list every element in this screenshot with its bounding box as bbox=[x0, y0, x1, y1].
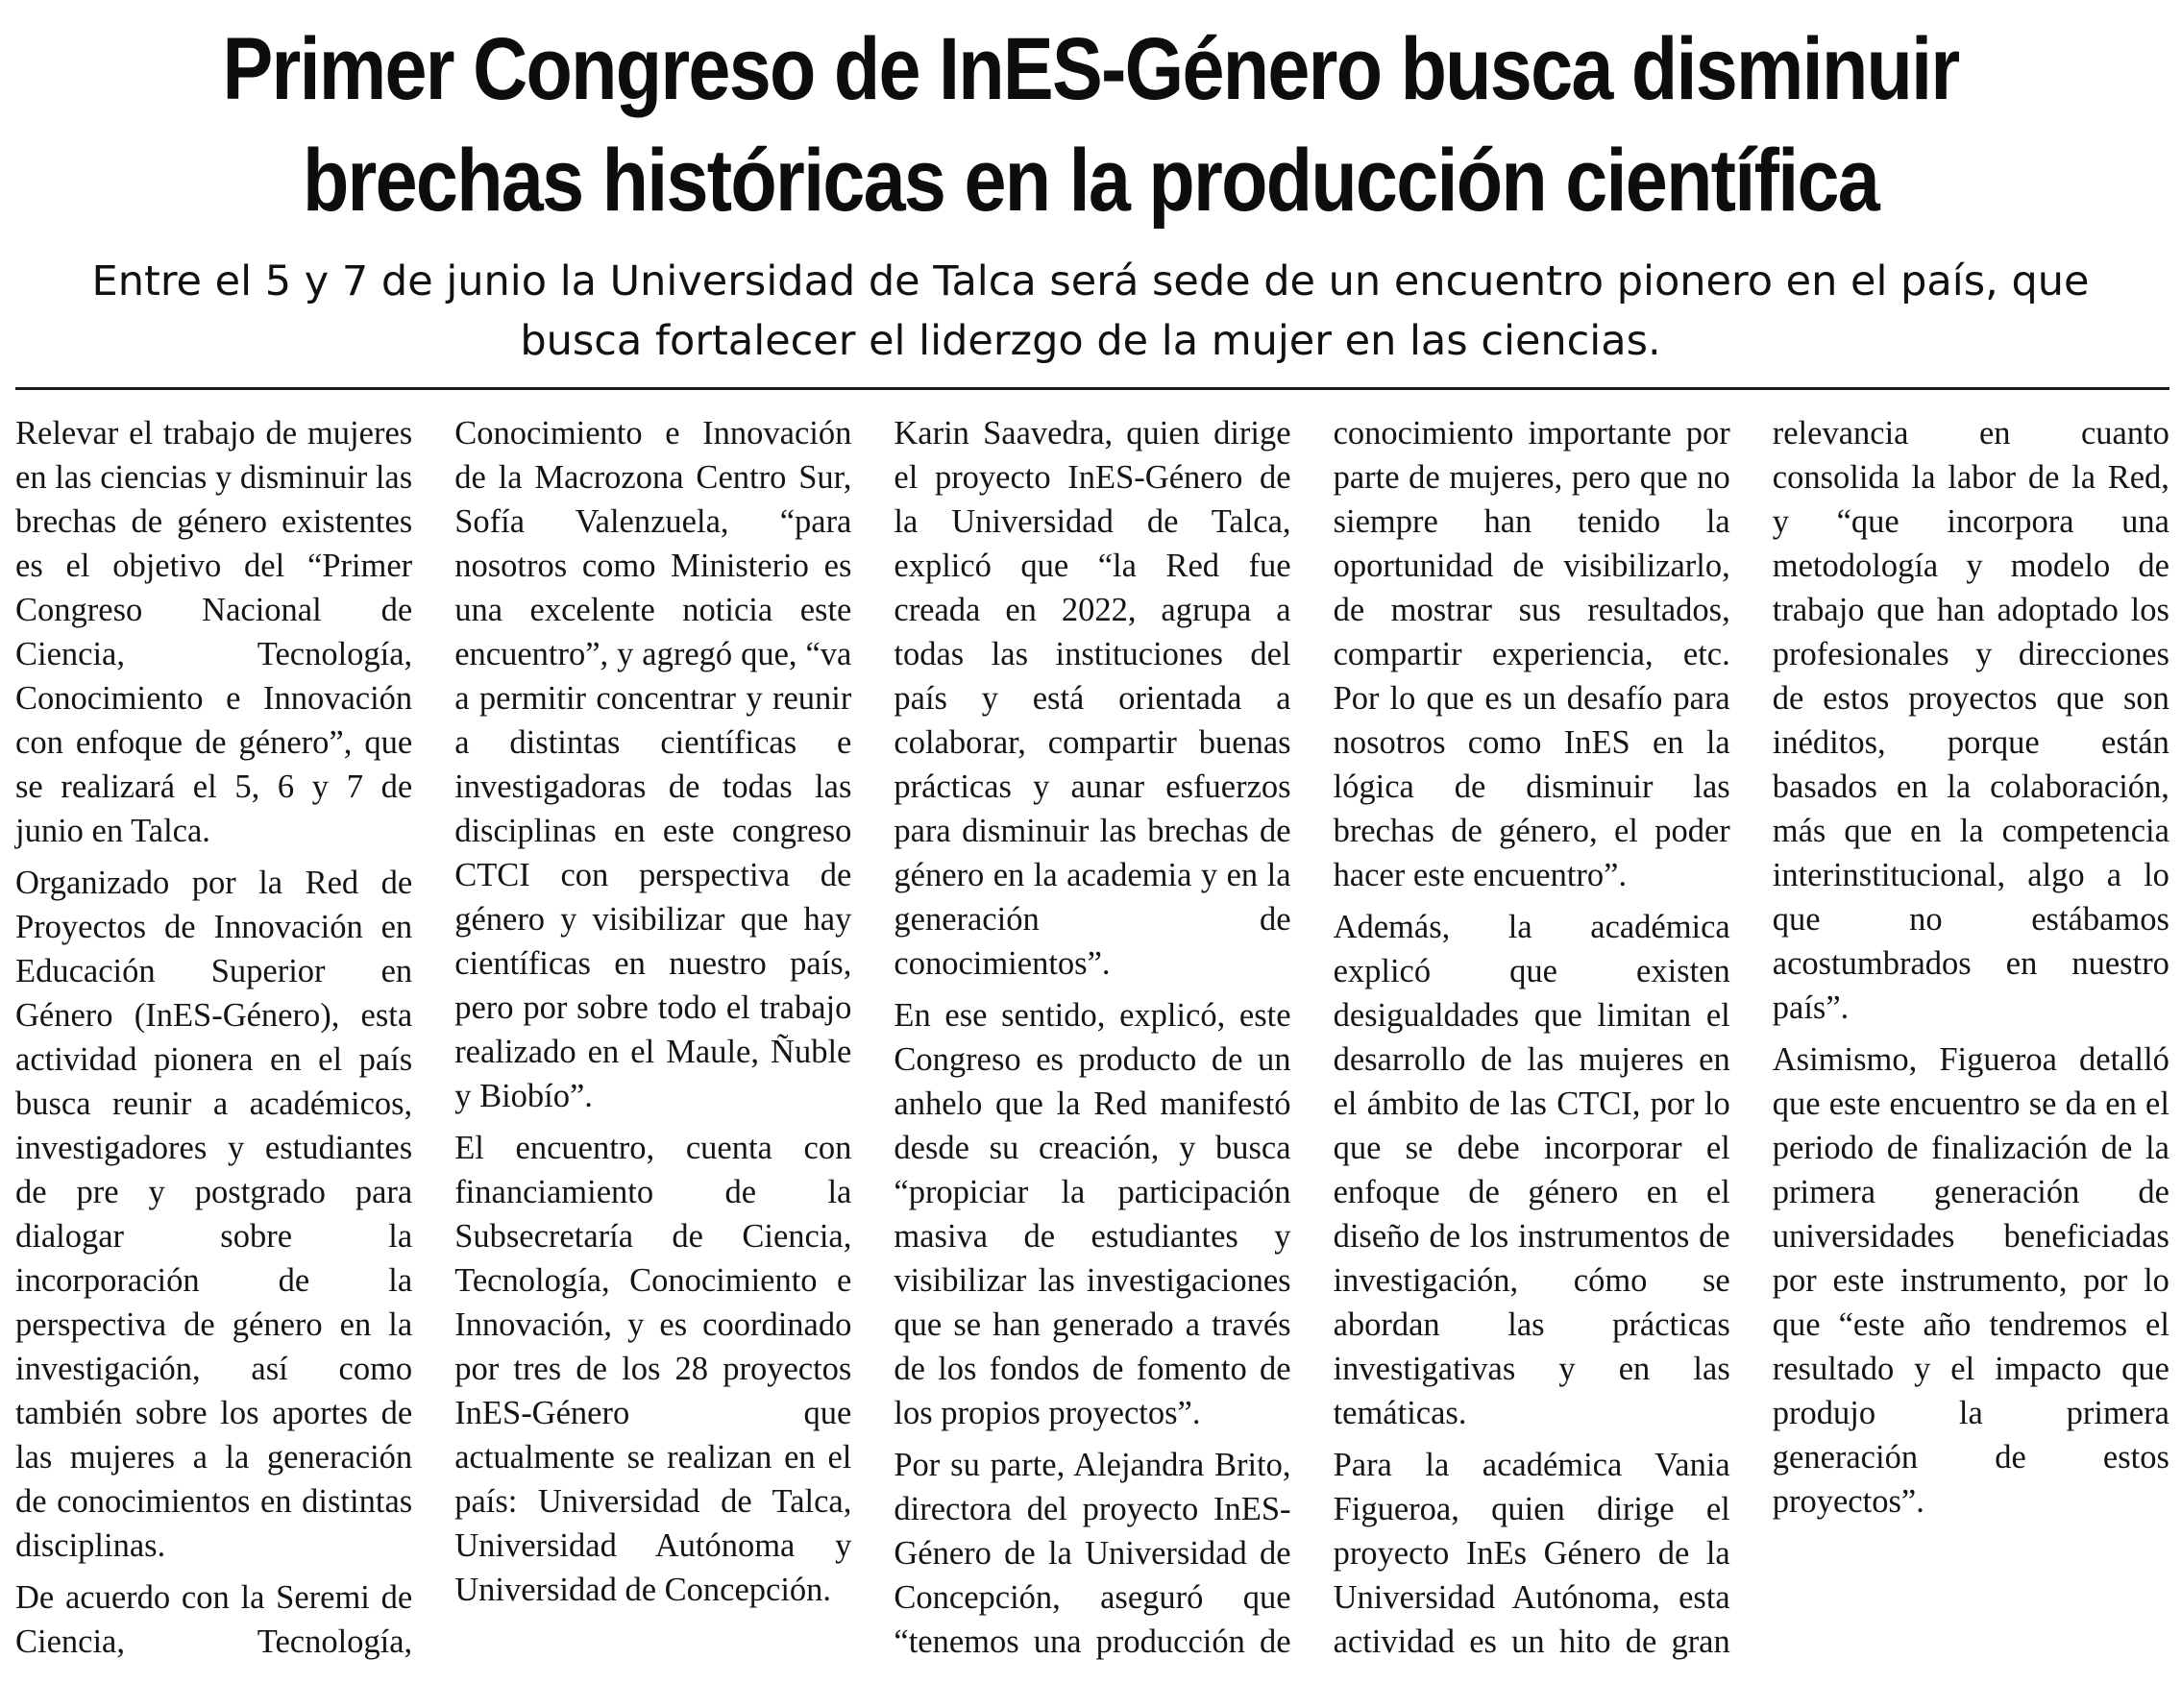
paragraph: Para la académica Vania Figueroa, quien dirige el proyecto InEs Género de la Universidad Autónoma, esta actividad es un hito de gran relevancia en cuanto consolida la labor de la Red, y “que incorpora una metodología y modelo de trabajo que han adoptado los profesionales y direcciones de estos proyectos que son inéditos, porque están basados en la colaboración, más que en la competencia interinstitucional, algo a lo que no estábamos acostumbrados en nuestro país”. bbox=[1333, 415, 2169, 1660]
article-body bbox=[15, 411, 2169, 1703]
paragraph: Por su parte, Alejandra Brito, directora del proyecto InES-Género de la Universidad de Concepción, aseguró que “tenemos una producción de conocimiento importante por parte de mujeres, pero que no siempre han tenido la oportunidad de visibilizarlo, de mostrar sus resultados, compartir experiencia, etc. Por lo que es un desafío para nosotros como InES en la lógica de disminuir las brechas de género, el poder hacer este encuentro”. bbox=[894, 415, 1730, 1660]
paragraph: Relevar el trabajo de mujeres en las ciencias y disminuir las brechas de género existentes es el objetivo del “Primer Congreso Nacional de Ciencia, Tecnología, Conocimiento e Innovación con enfoque de género”, que se realizará el 5, 6 y 7 de junio en Talca. bbox=[15, 415, 413, 849]
headline: Primer Congreso de InES-Género busca disminuir brechas históricas en la producción científica bbox=[222, 20, 1959, 230]
subtitle: Entre el 5 y 7 de junio la Universidad de Talca será sede de un encuentro pionero en el país, que busca fortalecer el liderzgo de la mujer en las ciencias. bbox=[91, 257, 2090, 365]
divider-rule bbox=[15, 387, 2169, 390]
paragraph: Karin Saavedra, quien dirige el proyecto InES-Género de la Universidad de Talca, explicó que “la Red fue creada en 2022, agrupa a todas las instituciones del país y está orientada a colaborar, compartir buenas prácticas y aunar esfuerzos para disminuir las brechas de género en la academia y en la generación de conocimientos”. bbox=[894, 415, 1291, 982]
paragraph: El encuentro, cuenta con financiamiento de la Subsecretaría de Ciencia, Tecnología, Conocimiento e Innovación, y es coordinado por tres de los 28 proyectos InES-Género que actualmente se realizan en el país: Universidad de Talca, Universidad Autónoma y Universidad de Concepción. bbox=[454, 1130, 852, 1608]
paragraph: En ese sentido, explicó, este Congreso es producto de un anhelo que la Red manifestó desde su creación, y busca “propiciar la participación masiva de estudiantes y visibilizar las investigaciones que se han generado a través de los fondos de fomento de los propios proyectos”. bbox=[894, 997, 1291, 1431]
paragraph: Organizado por la Red de Proyectos de Innovación en Educación Superior en Género (InES-Género), esta actividad pionera en el país busca reunir a académicos, investigadores y estudiantes de pre y postgrado para dialogar sobre la incorporación de la perspectiva de género en la investigación, así como también sobre los aportes de las mujeres a la generación de conocimientos en distintas disciplinas. bbox=[15, 865, 413, 1564]
paragraph: Además, la académica explicó que existen desigualdades que limitan el desarrollo de las mujeres en el ámbito de las CTCI, por lo que se debe incorporar el enfoque de género en el diseño de los instrumentos de investigación, cómo se abordan las prácticas investigativas y en las temáticas. bbox=[1333, 909, 1730, 1431]
paragraph: Asimismo, Figueroa detalló que este encuentro se da en el periodo de finalización de la primera generación de universidades beneficiadas por este instrumento, por lo que “este año tendremos el resultado y el impacto que produjo la primera generación de estos proyectos”. bbox=[1772, 1041, 2169, 1520]
paragraph: De acuerdo con la Seremi de Ciencia, Tecnología, Conocimiento e Innovación de la Macrozona Centro Sur, Sofía Valenzuela, “para nosotros como Ministerio es una excelente noticia este encuentro”, y agregó que, “va a permitir concentrar y reunir a distintas científicas e investigadoras de todas las disciplinas en este congreso CTCI con perspectiva de género y visibilizar que hay científicas en nuestro país, pero por sobre todo el trabajo realizado en el Maule, Ñuble y Biobío”. bbox=[15, 415, 852, 1660]
